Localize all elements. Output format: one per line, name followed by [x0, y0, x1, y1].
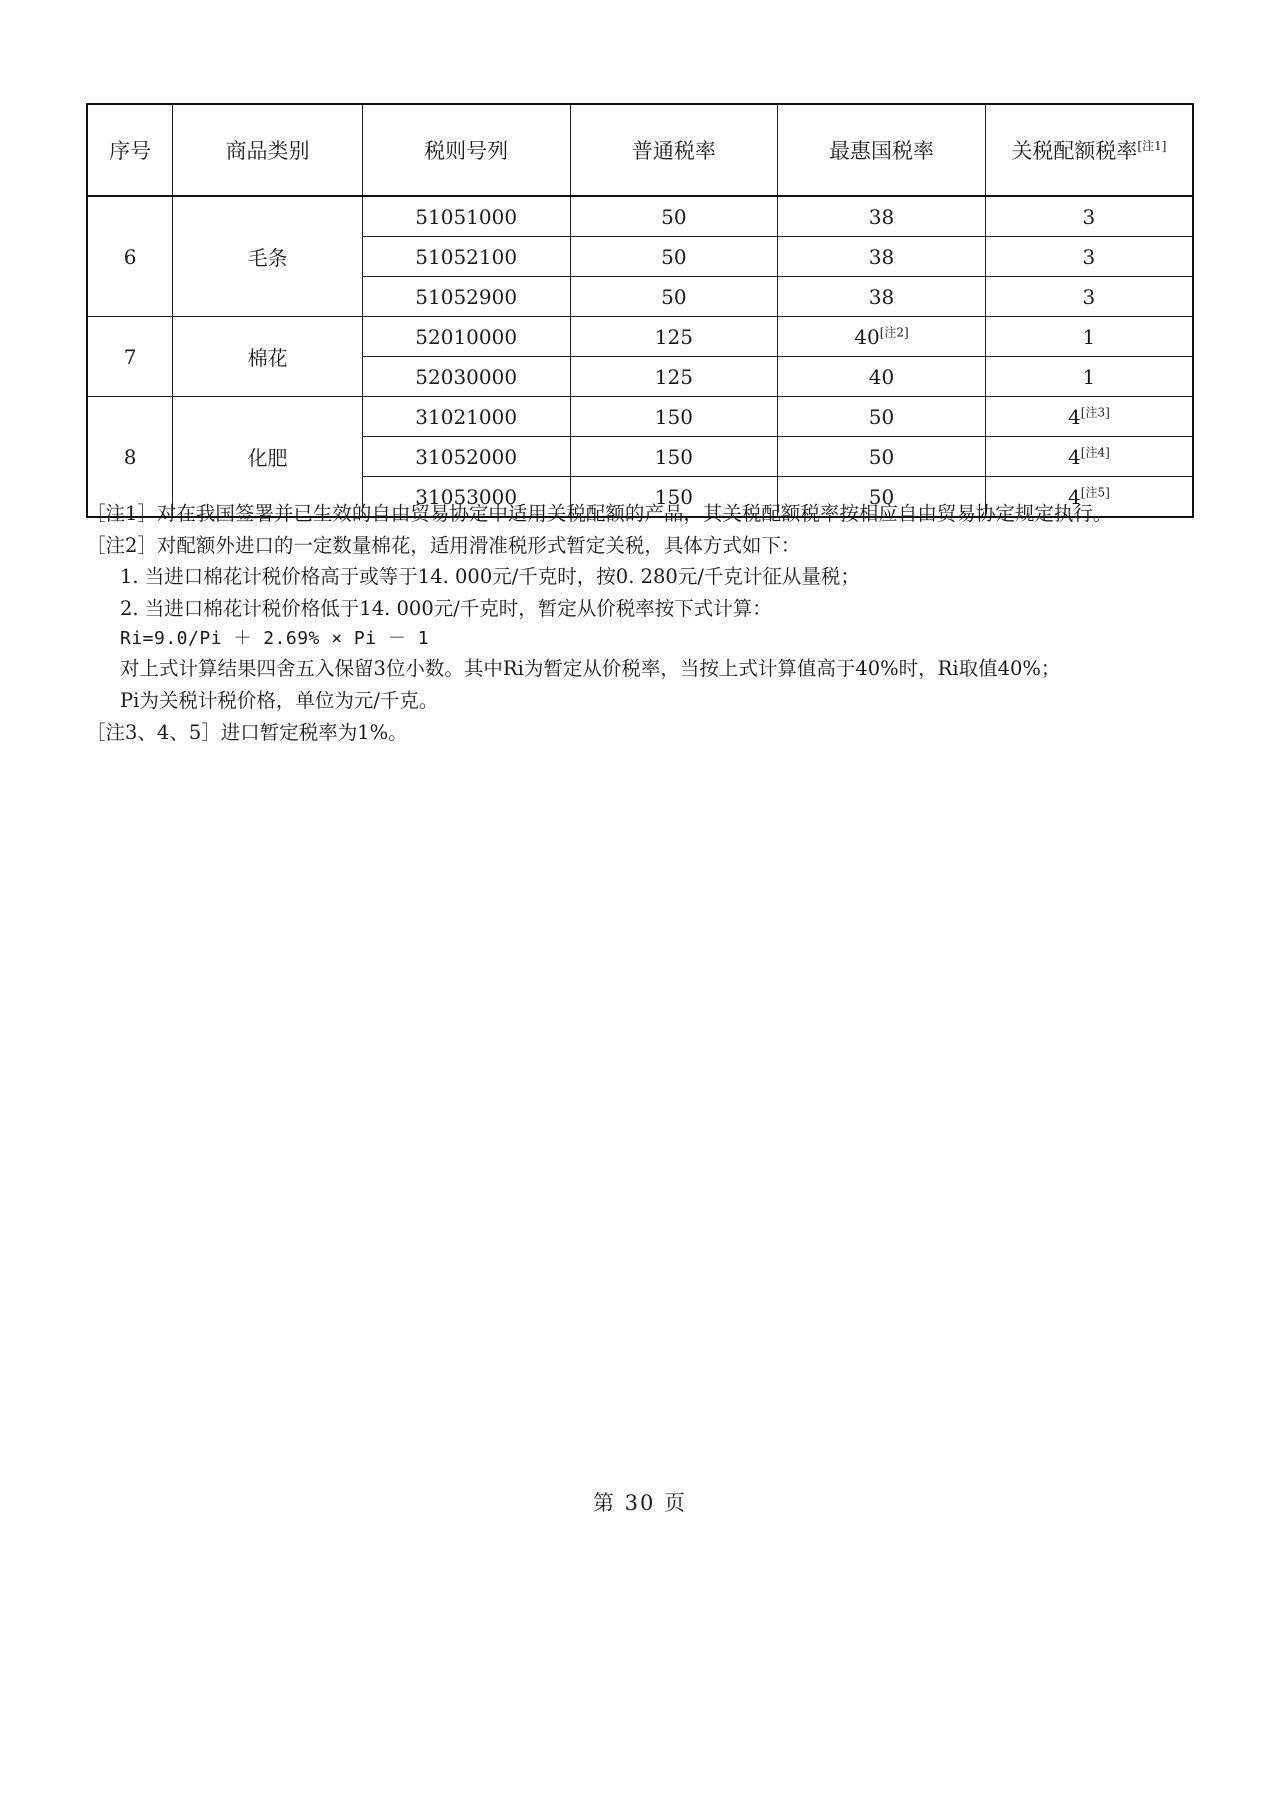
note-2-item-2: 2. 当进口棉花计税价格低于14. 000元/千克时，暂定从价税率按下式计算： [120, 596, 772, 620]
tariff-table-container [86, 103, 1194, 518]
cell-tariff-code: 51051000 [362, 196, 570, 237]
note-2-explain-2: Pi为关税计税价格，单位为元/千克。 [120, 689, 439, 713]
cell-tariff-code: 52030000 [362, 357, 570, 397]
cell-mfn-rate: 40[注2] [778, 317, 986, 357]
cell-general-rate: 150 [570, 477, 778, 518]
column-header-tariff-code: 税则号列 [362, 104, 570, 196]
cell-tariff-code: 52010000 [362, 317, 570, 357]
table-row [87, 397, 1193, 437]
column-header-seq: 序号 [87, 104, 173, 196]
cell-mfn-rate: 38 [778, 237, 986, 277]
cell-general-rate: 50 [570, 237, 778, 277]
note-2-head: ［注2］对配额外进口的一定数量棉花，适用滑准税形式暂定关税，具体方式如下： [86, 533, 801, 557]
footnote-marker: [注5] [1080, 484, 1110, 499]
cell-category: 棉花 [173, 317, 363, 397]
footnote-marker: [注4] [1080, 444, 1110, 459]
note-2-item-1: 1. 当进口棉花计税价格高于或等于14. 000元/千克时，按0. 280元/千克计征从量税； [120, 565, 860, 589]
note-3-4-5: ［注3、4、5］进口暂定税率为1%。 [86, 720, 408, 744]
cell-tariff-code: 51052900 [362, 277, 570, 317]
cell-general-rate: 150 [570, 437, 778, 477]
column-header-quota-rate [985, 104, 1193, 196]
cell-mfn-rate: 50 [778, 477, 986, 518]
cell-quota-rate: 4[注4] [985, 437, 1193, 477]
table-row [87, 317, 1193, 357]
cell-quota-rate: 3 [985, 196, 1193, 237]
table-body [87, 196, 1193, 517]
cell-quota-rate: 3 [985, 277, 1193, 317]
column-header-quota-rate-label: 关税配额税率 [1011, 139, 1138, 163]
cell-seq: 8 [87, 397, 173, 518]
cell-tariff-code: 31053000 [362, 477, 570, 518]
cell-general-rate: 50 [570, 277, 778, 317]
cell-general-rate: 50 [570, 196, 778, 237]
cell-seq: 6 [87, 196, 173, 317]
cell-general-rate: 125 [570, 357, 778, 397]
column-header-category: 商品类别 [173, 104, 363, 196]
cell-tariff-code: 51052100 [362, 237, 570, 277]
cell-quota-rate: 1 [985, 317, 1193, 357]
footnote-marker: [注2] [879, 324, 909, 339]
notes-section [86, 498, 1196, 748]
cell-category: 毛条 [173, 196, 363, 317]
column-header-mfn-rate: 最惠国税率 [778, 104, 986, 196]
cell-general-rate: 125 [570, 317, 778, 357]
cell-quota-rate: 4[注5] [985, 477, 1193, 518]
footnote-marker: [注3] [1080, 404, 1110, 419]
table-header-row [87, 104, 1193, 196]
cell-mfn-rate: 50 [778, 397, 986, 437]
table-header [87, 104, 1193, 196]
cell-tariff-code: 31021000 [362, 397, 570, 437]
cell-seq: 7 [87, 317, 173, 397]
note-2-explain-1: 对上式计算结果四舍五入保留3位小数。其中Ri为暂定从价税率，当按上式计算值高于40%时，Ri取值40%； [120, 657, 1061, 681]
cell-category: 化肥 [173, 397, 363, 518]
note-1: ［注1］对在我国签署并已生效的自由贸易协定中适用关税配额的产品，其关税配额税率按相应自由贸易协定规定执行。 [86, 502, 1113, 525]
tariff-table [86, 103, 1194, 518]
table-row [87, 196, 1193, 237]
column-header-general-rate: 普通税率 [570, 104, 778, 196]
cell-quota-rate: 3 [985, 237, 1193, 277]
cell-mfn-rate: 38 [778, 277, 986, 317]
page-number-footer: 第 30 页 [592, 1491, 688, 1515]
footnote-marker-note1: [注1] [1137, 139, 1167, 153]
cell-mfn-rate: 50 [778, 437, 986, 477]
cell-quota-rate: 1 [985, 357, 1193, 397]
cell-general-rate: 150 [570, 397, 778, 437]
note-2-formula: Ri=9.0/Pi ＋ 2.69% × Pi － 1 [120, 628, 430, 650]
cell-tariff-code: 31052000 [362, 437, 570, 477]
cell-quota-rate: 4[注3] [985, 397, 1193, 437]
cell-mfn-rate: 38 [778, 196, 986, 237]
cell-mfn-rate: 40 [778, 357, 986, 397]
